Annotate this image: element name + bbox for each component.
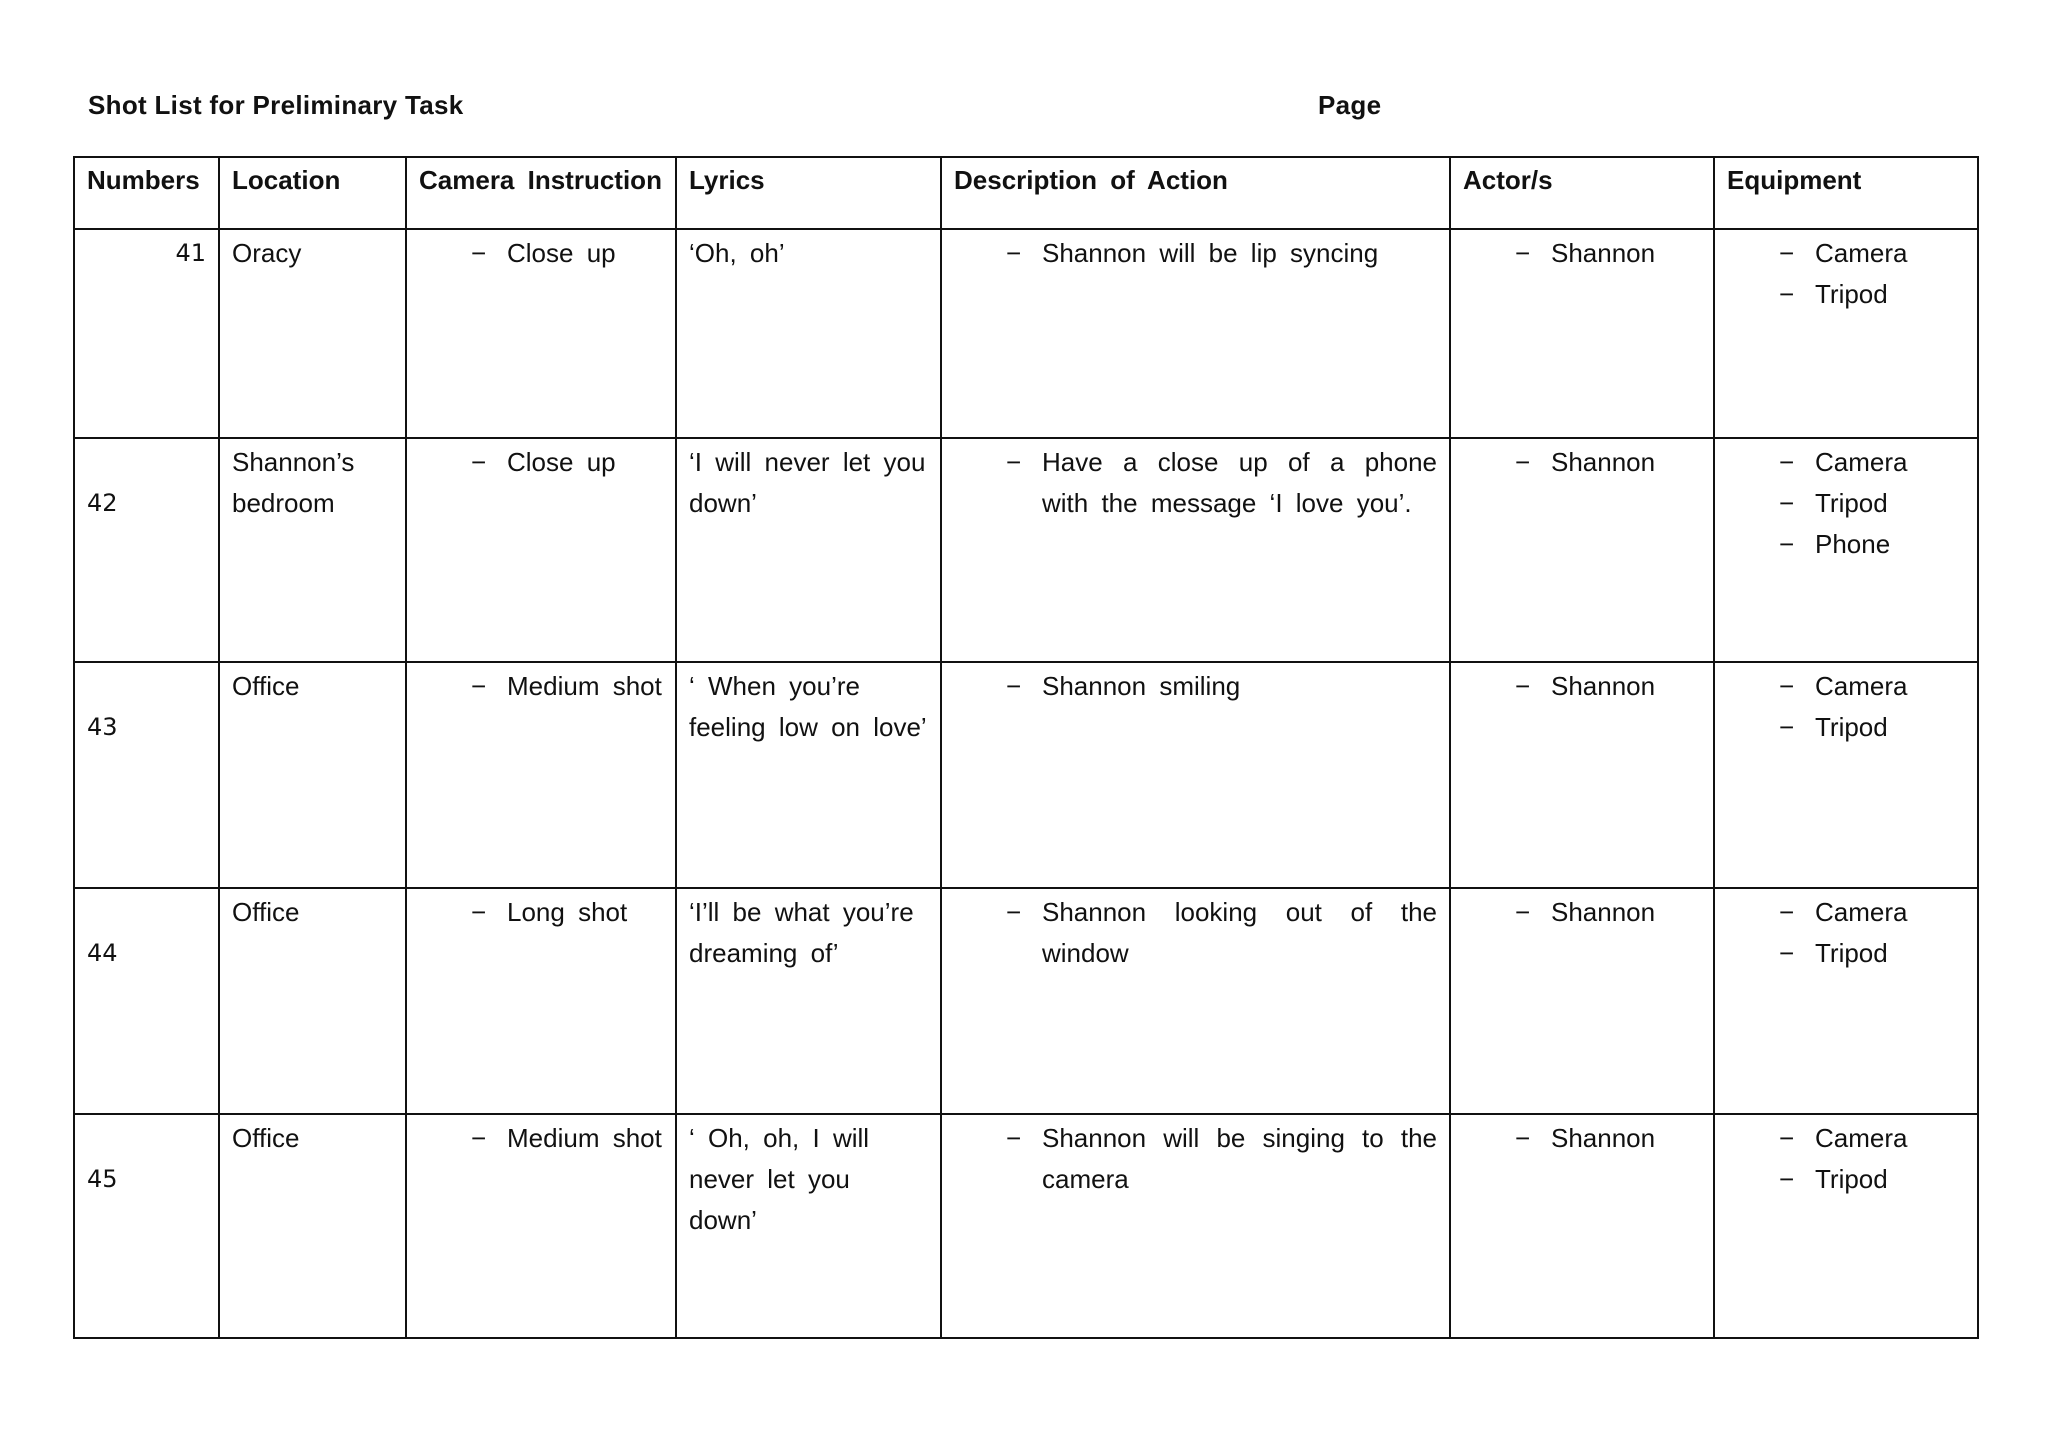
table-row: [74, 438, 1978, 662]
shot-number: 43: [87, 713, 118, 741]
shot-number-cell: [74, 1114, 219, 1338]
column-header-equipment: Equipment: [1714, 157, 1978, 229]
equipment-cell: [1714, 438, 1978, 662]
shot-list-table: [73, 156, 1979, 1339]
column-header-description: Description of Action: [941, 157, 1450, 229]
action-description: − Have a close up of a phone with the message ‘I love you’.: [954, 442, 1437, 524]
lyrics-cell: ‘I will never let you down’: [676, 438, 941, 662]
equipment-item: − Tripod: [1727, 483, 1965, 524]
equipment-item: − Tripod: [1727, 933, 1965, 974]
description-cell: [941, 662, 1450, 888]
shot-number: 44: [87, 939, 118, 967]
action-description: − Shannon looking out of the window: [954, 892, 1437, 974]
camera-instruction: − Long shot: [419, 892, 663, 933]
lyrics-cell: ‘ Oh, oh, I will never let you down’: [676, 1114, 941, 1338]
actor-cell: [1450, 229, 1714, 438]
equipment-cell: [1714, 888, 1978, 1114]
page-label: Page: [1318, 90, 1382, 120]
equipment-item: − Tripod: [1727, 707, 1965, 748]
action-description: − Shannon smiling: [954, 666, 1437, 707]
camera-instruction: − Medium shot: [419, 1118, 663, 1159]
shot-number: 42: [87, 489, 118, 517]
equipment-item: − Camera: [1727, 666, 1965, 707]
location-cell: Office: [219, 888, 406, 1114]
actor-name: − Shannon: [1463, 666, 1701, 707]
equipment-item: − Tripod: [1727, 1159, 1965, 1200]
shot-number: 45: [87, 1165, 118, 1193]
table-row: [74, 662, 1978, 888]
actor-cell: [1450, 438, 1714, 662]
lyrics-cell: ‘Oh, oh’: [676, 229, 941, 438]
shot-number-cell: [74, 229, 219, 438]
equipment-cell: [1714, 1114, 1978, 1338]
action-description: − Shannon will be singing to the camera: [954, 1118, 1437, 1200]
header-row: [74, 157, 1978, 229]
shot-number-cell: [74, 438, 219, 662]
equipment-item: − Camera: [1727, 442, 1965, 483]
column-header-numbers: Numbers: [74, 157, 219, 229]
equipment-cell: [1714, 662, 1978, 888]
document-title: Shot List for Preliminary Task: [88, 90, 464, 120]
camera-cell: [406, 438, 676, 662]
column-header-camera-instruction: Camera Instruction: [406, 157, 676, 229]
actor-cell: [1450, 888, 1714, 1114]
camera-cell: [406, 662, 676, 888]
location-cell: Shannon’s bedroom: [219, 438, 406, 662]
description-cell: [941, 229, 1450, 438]
shot-number: 41: [175, 239, 206, 267]
actor-cell: [1450, 1114, 1714, 1338]
location-cell: Office: [219, 1114, 406, 1338]
table-row: [74, 888, 1978, 1114]
camera-instruction: − Close up: [419, 233, 663, 274]
equipment-item: − Camera: [1727, 233, 1965, 274]
camera-instruction: − Medium shot: [419, 666, 663, 707]
actor-name: − Shannon: [1463, 892, 1701, 933]
shot-number-cell: [74, 888, 219, 1114]
equipment-item: − Camera: [1727, 1118, 1965, 1159]
description-cell: [941, 438, 1450, 662]
actor-name: − Shannon: [1463, 233, 1701, 274]
camera-cell: [406, 229, 676, 438]
equipment-cell: [1714, 229, 1978, 438]
lyrics-cell: ‘I’ll be what you’re dreaming of’: [676, 888, 941, 1114]
description-cell: [941, 1114, 1450, 1338]
equipment-item: − Phone: [1727, 524, 1965, 565]
actor-name: − Shannon: [1463, 442, 1701, 483]
column-header-lyrics: Lyrics: [676, 157, 941, 229]
location-cell: Office: [219, 662, 406, 888]
lyrics-cell: ‘ When you’re feeling low on love’: [676, 662, 941, 888]
actor-name: − Shannon: [1463, 1118, 1701, 1159]
equipment-item: − Tripod: [1727, 274, 1965, 315]
actor-cell: [1450, 662, 1714, 888]
camera-cell: [406, 1114, 676, 1338]
column-header-actors: Actor/s: [1450, 157, 1714, 229]
location-cell: Oracy: [219, 229, 406, 438]
table-row: [74, 229, 1978, 438]
column-header-location: Location: [219, 157, 406, 229]
shot-number-cell: [74, 662, 219, 888]
equipment-item: − Camera: [1727, 892, 1965, 933]
camera-instruction: − Close up: [419, 442, 663, 483]
description-cell: [941, 888, 1450, 1114]
camera-cell: [406, 888, 676, 1114]
action-description: − Shannon will be lip syncing: [954, 233, 1437, 274]
table-row: [74, 1114, 1978, 1338]
